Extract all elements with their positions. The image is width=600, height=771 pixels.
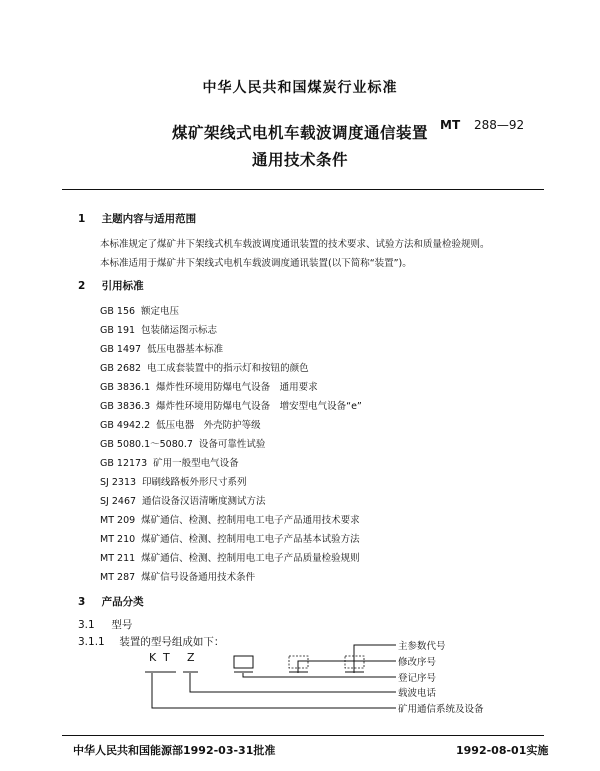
label-main-parameter-code: 主参数代号 — [398, 641, 446, 652]
approval-info: 中华人民共和国能源部1992-03-31批准 — [73, 744, 276, 757]
leader-main-parameter-code — [354, 645, 396, 673]
reference-item: GB 3836.3 爆炸性环境用防爆电气设备 增安型电气设备“e” — [100, 401, 362, 412]
label-mining-communication-equipment: 矿用通信系统及设备 — [398, 704, 484, 715]
label-modification-number: 修改序号 — [398, 657, 437, 668]
section-1-title: 主题内容与适用范围 — [101, 213, 197, 225]
leader-registration-number — [243, 673, 396, 677]
leader-main-param-final — [354, 645, 398, 673]
section-1-paragraph-1: 本标准规定了煤矿井下架线式机车载波调度通讯装置的技术要求、试验方法和质量检验规则。 — [100, 239, 490, 250]
subsection-3-1-number: 3.1 — [78, 619, 95, 631]
implementation-date: 1992-08-01实施 — [456, 744, 549, 757]
leader-main-parameter-code-visible-line — [354, 645, 396, 673]
subsection-3-1-1-number: 3.1.1 — [78, 636, 105, 648]
label-registration-number: 登记序号 — [398, 673, 437, 684]
section-3-title: 产品分类 — [101, 596, 144, 608]
reference-item: GB 5080.1～5080.7 设备可靠性试验 — [100, 439, 266, 450]
subsection-3-1-title: 型号 — [111, 619, 133, 631]
model-letter-z: Z — [187, 651, 195, 664]
leader-carrier-telephone — [190, 673, 396, 692]
section-1-number: 1 — [78, 213, 86, 225]
reference-item: SJ 2313 印刷线路板外形尺寸系列 — [100, 477, 247, 488]
leader-modification-number — [298, 661, 396, 673]
reference-item: MT 211 煤矿通信、检测、控制用电工电子产品质量检验规则 — [100, 553, 360, 564]
section-3-number: 3 — [78, 596, 86, 608]
section-2-title: 引用标准 — [101, 280, 144, 292]
model-box-solid — [234, 656, 253, 668]
model-letter-k: K — [149, 651, 157, 664]
standard-prefix: MT — [440, 118, 461, 132]
reference-item: MT 287 煤矿信号设备通用技术条件 — [100, 572, 256, 583]
leader-mining-communication — [152, 673, 396, 708]
reference-item: MT 210 煤矿通信、检测、控制用电工电子产品基本试验方法 — [100, 534, 360, 545]
reference-item: GB 191 包装储运图示标志 — [100, 325, 218, 336]
reference-item: GB 156 额定电压 — [100, 306, 180, 317]
subsection-3-1-1-title: 装置的型号组成如下： — [119, 636, 225, 648]
leader-modification-number-visible — [298, 661, 396, 673]
reference-item: SJ 2467 通信设备汉语清晰度测试方法 — [100, 496, 266, 507]
document-title-line-1: 煤矿架线式电机车载波调度通信装置 — [171, 124, 428, 142]
leader-line-main-params — [354, 646, 396, 673]
footer-divider — [62, 735, 544, 736]
standard-code: 288—92 — [473, 118, 525, 132]
reference-item: GB 1497 低压电器基本标准 — [100, 344, 224, 355]
section-2-number: 2 — [78, 280, 86, 292]
leader-param-code — [354, 646, 398, 673]
leader-1-main-parameter-code — [354, 647, 396, 673]
section-1-paragraph-2: 本标准适用于煤矿井下架线式电机车载波调度通讯装置(以下简称“装置”)。 — [100, 258, 412, 269]
reference-item: GB 12173 矿用一般型电气设备 — [100, 458, 239, 469]
standard-category-header: 中华人民共和国煤炭行业标准 — [202, 80, 398, 96]
reference-item: GB 4942.2 低压电器 外壳防护等级 — [100, 420, 261, 431]
reference-item: MT 209 煤矿通信、检测、控制用电工电子产品通用技术要求 — [100, 515, 360, 526]
label-carrier-telephone: 载波电话 — [398, 688, 437, 699]
reference-item: GB 2682 电工成套装置中的指示灯和按钮的颜色 — [100, 363, 309, 374]
model-letter-t: T — [163, 651, 170, 664]
document-title-line-2: 通用技术条件 — [251, 151, 348, 169]
reference-item: GB 3836.1 爆炸性环境用防爆电气设备 通用要求 — [100, 382, 318, 393]
